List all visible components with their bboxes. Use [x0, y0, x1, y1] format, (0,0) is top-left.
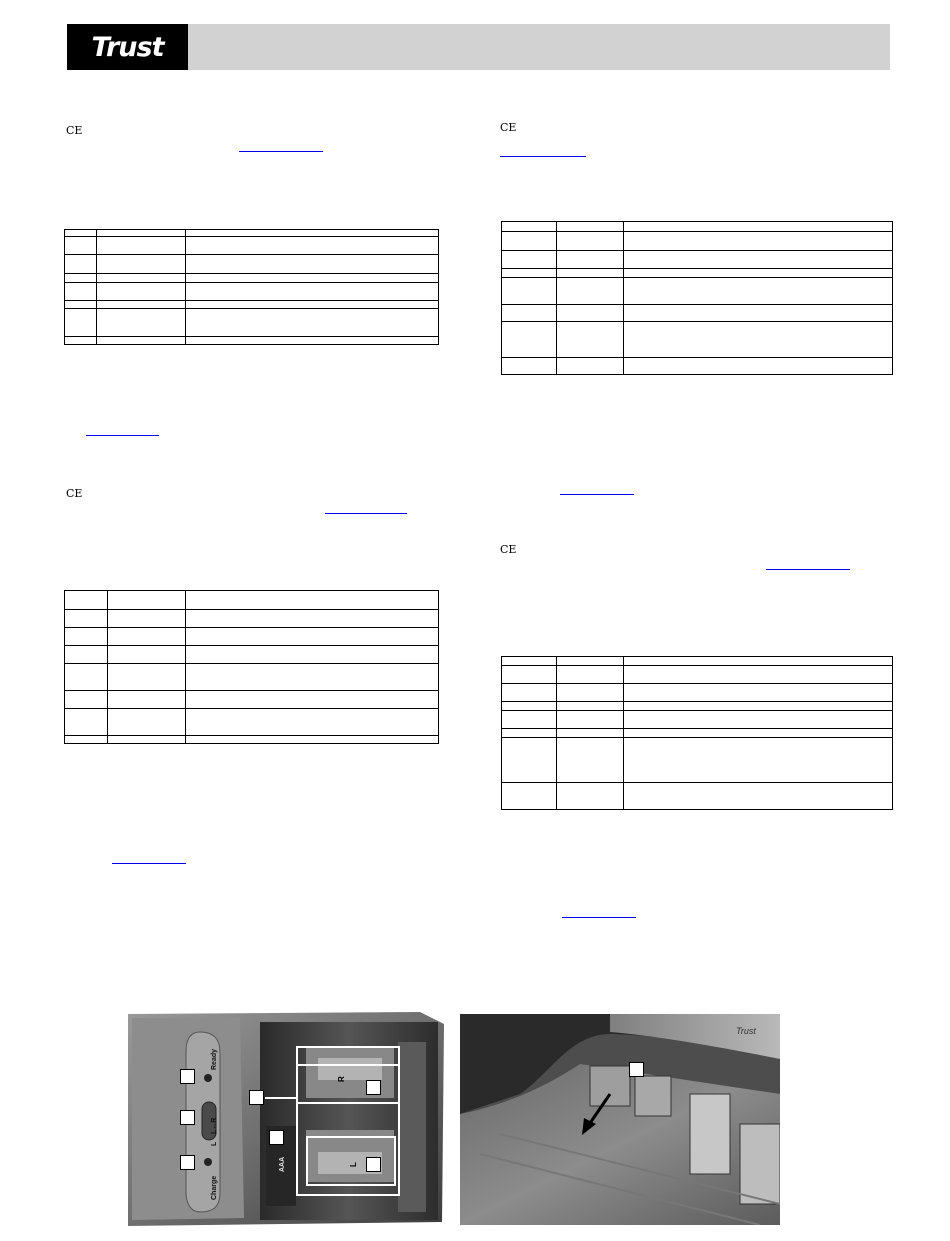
spec-table-4: [501, 656, 893, 810]
table-row: [502, 711, 893, 729]
callout-3: [180, 1155, 195, 1170]
slot-r-label: R: [337, 1076, 346, 1082]
battery-type-label: AAA: [279, 1156, 286, 1172]
table-row: [65, 610, 439, 628]
table-row: [502, 222, 893, 232]
header-bar: [67, 24, 890, 70]
website-link-8[interactable]: [562, 917, 636, 918]
table-row: [65, 283, 439, 301]
website-link-5[interactable]: [325, 513, 407, 514]
table-row: [502, 322, 893, 358]
ce-mark-2: CE: [500, 121, 517, 134]
table-row: [502, 729, 893, 738]
switch-label: L↔R: [211, 1117, 218, 1134]
table-row: [65, 736, 439, 744]
ce-mark-4: CE: [500, 543, 517, 556]
table-row: [502, 278, 893, 305]
table-row: [65, 237, 439, 255]
trust-logo: [67, 24, 188, 70]
table-row: [65, 591, 439, 610]
website-link-1[interactable]: [239, 151, 323, 152]
compartment-illustration: [460, 1014, 780, 1225]
table-row: [502, 702, 893, 711]
table-row: [502, 305, 893, 322]
callout-4: [249, 1090, 264, 1105]
table-row: [502, 269, 893, 278]
website-link-2[interactable]: [500, 156, 586, 157]
charger-photo: [120, 1012, 446, 1228]
table-row: [502, 783, 893, 810]
table-row: [65, 337, 439, 345]
table-row: [502, 666, 893, 684]
ce-mark-3: CE: [66, 487, 83, 500]
table-row: [65, 255, 439, 274]
left-label: L: [211, 1141, 218, 1146]
lid-brand-fragment: Trust: [736, 1026, 756, 1036]
table-row: [65, 309, 439, 337]
charge-label: Charge: [211, 1175, 218, 1200]
table-row: [65, 646, 439, 664]
callout-2: [180, 1110, 195, 1125]
spec-table-3: [64, 590, 439, 744]
table-row: [65, 230, 439, 237]
website-link-3[interactable]: [86, 435, 159, 436]
slot-frame-l: [306, 1136, 396, 1186]
callout-6: [366, 1080, 381, 1095]
table-row: [502, 738, 893, 783]
callout-5: [269, 1130, 284, 1145]
table-row: [502, 251, 893, 269]
table-row: [502, 684, 893, 702]
spec-table-2: [501, 221, 893, 375]
website-link-4[interactable]: [560, 494, 634, 495]
website-link-7[interactable]: [112, 863, 186, 864]
callout-1: [180, 1069, 195, 1084]
slot-l-label: L: [349, 1162, 358, 1167]
table-row: [502, 358, 893, 375]
callout-8: [629, 1062, 644, 1077]
table-row: [65, 664, 439, 691]
compartment-photo: [460, 1014, 780, 1225]
table-row: [65, 274, 439, 283]
ce-mark-1: CE: [66, 124, 83, 137]
ready-label: Ready: [211, 1048, 218, 1070]
table-row: [502, 657, 893, 666]
website-link-6[interactable]: [766, 569, 850, 570]
table-row: [65, 628, 439, 646]
logo-text: Trust: [91, 31, 164, 63]
spec-table-1: [64, 229, 439, 345]
callout-7: [366, 1157, 381, 1172]
table-row: [502, 232, 893, 251]
table-row: [65, 709, 439, 736]
table-row: [65, 301, 439, 309]
table-row: [65, 691, 439, 709]
